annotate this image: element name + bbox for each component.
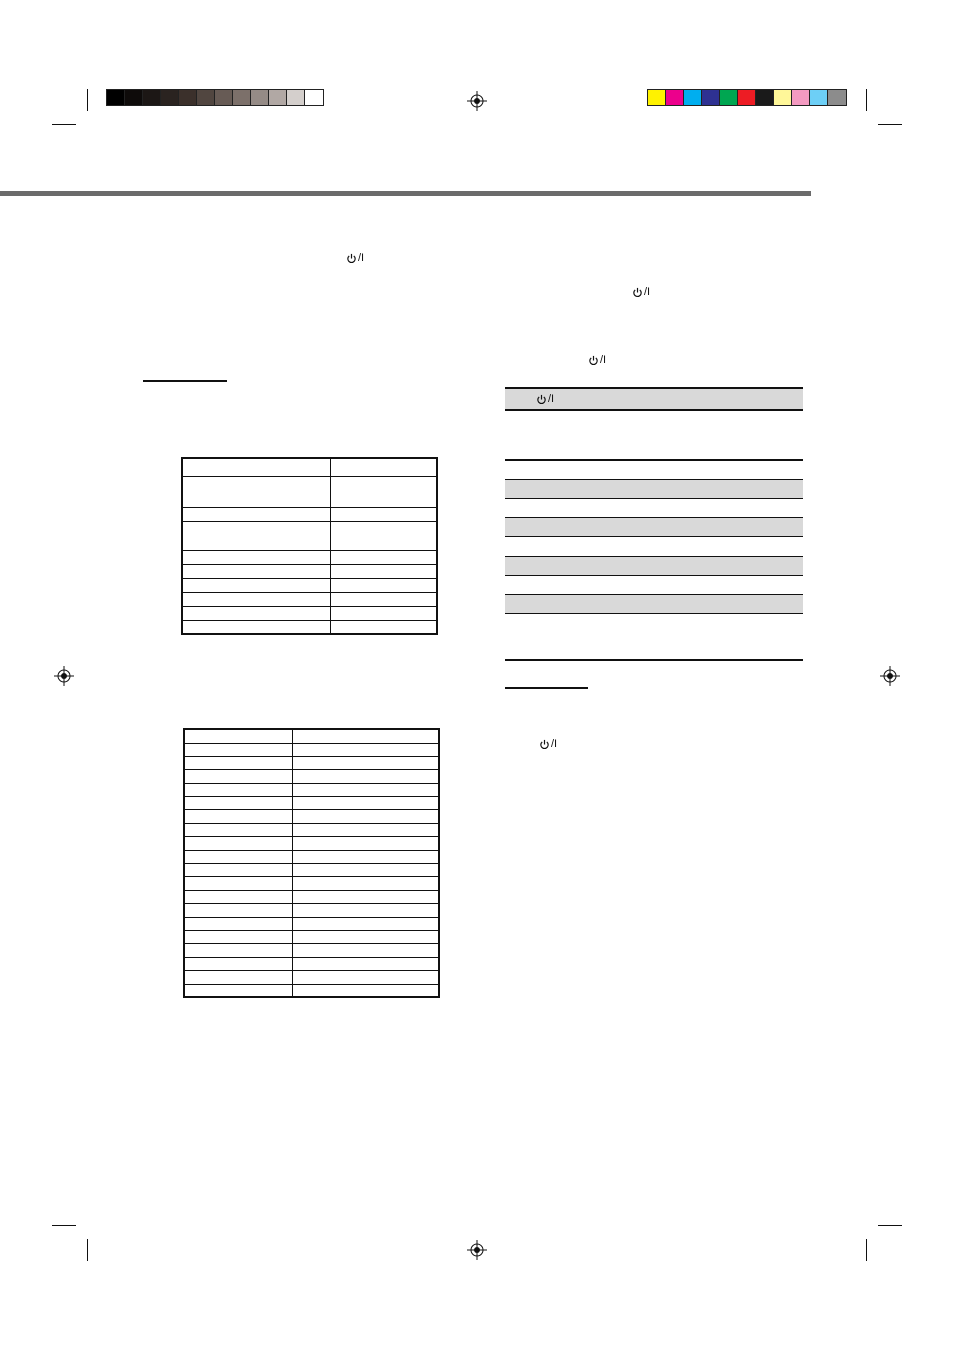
table-row [184, 864, 439, 877]
table-cell [184, 864, 293, 877]
crop-mark [878, 124, 902, 125]
table-cell [293, 917, 440, 930]
table-cell [184, 944, 293, 957]
table-row-shaded [505, 594, 803, 614]
table-row [184, 890, 439, 903]
crop-mark [87, 1239, 88, 1261]
table-row [184, 770, 439, 783]
table-cell [293, 810, 440, 823]
power-standby-symbol [632, 286, 650, 298]
table-cell [293, 930, 440, 943]
table-row-shaded [505, 556, 803, 576]
table-row [184, 971, 439, 984]
table-row [184, 810, 439, 823]
power-label: /I [600, 354, 607, 366]
power-label: /I [644, 286, 651, 298]
settings-table-bottom [183, 728, 440, 998]
color-swatch [702, 90, 720, 105]
table-cell [184, 957, 293, 970]
table-cell [293, 877, 440, 890]
table-cell [184, 890, 293, 903]
table-row [184, 823, 439, 836]
color-swatch [720, 90, 738, 105]
table-cell [293, 770, 440, 783]
color-swatch [684, 90, 702, 105]
power-label: /I [358, 252, 365, 264]
color-swatch [648, 90, 666, 105]
table-cell [293, 783, 440, 796]
table-cell [184, 756, 293, 769]
table-cell [293, 797, 440, 810]
table-cell [293, 823, 440, 836]
table-cell [184, 743, 293, 756]
registration-target-icon [467, 1240, 487, 1260]
crop-mark [87, 89, 88, 111]
table-cell [293, 743, 440, 756]
table-cell [184, 904, 293, 917]
process-color-bar [647, 89, 847, 106]
color-swatch [287, 90, 305, 105]
color-swatch [107, 90, 125, 105]
table-row [184, 729, 439, 743]
section-heading-underline [143, 380, 227, 382]
table-row [184, 756, 439, 769]
color-swatch [233, 90, 251, 105]
table-cell [184, 984, 293, 997]
table-cell [184, 837, 293, 850]
table-row [184, 904, 439, 917]
color-swatch [269, 90, 287, 105]
color-swatch [774, 90, 792, 105]
table-cell [184, 971, 293, 984]
color-swatch [810, 90, 828, 105]
table-rule [505, 409, 803, 411]
power-standby-symbol [539, 738, 557, 750]
table-cell [293, 971, 440, 984]
section-heading-underline [505, 687, 588, 689]
grayscale-color-bar [106, 89, 324, 106]
power-standby-icon [539, 739, 550, 750]
registration-target-icon [880, 666, 900, 686]
table-cell [184, 917, 293, 930]
table-cell [293, 890, 440, 903]
crop-mark [52, 1225, 76, 1226]
power-standby-symbol [346, 252, 364, 264]
table-rule [505, 459, 803, 461]
color-swatch [666, 90, 684, 105]
color-swatch [125, 90, 143, 105]
color-swatch [738, 90, 756, 105]
color-swatch [828, 90, 846, 105]
table-cell [184, 729, 293, 743]
table-rule [505, 659, 803, 661]
power-standby-icon [346, 253, 357, 264]
power-label: /I [551, 738, 558, 750]
registration-target-icon [54, 666, 74, 686]
table-cell [293, 944, 440, 957]
table-row [184, 783, 439, 796]
table-row [184, 797, 439, 810]
power-standby-symbol [588, 354, 606, 366]
power-standby-symbol [536, 393, 554, 405]
table-row-shaded [505, 479, 803, 499]
table-row [184, 930, 439, 943]
table-cell [184, 783, 293, 796]
table-row [184, 957, 439, 970]
table-cell [184, 770, 293, 783]
table-cell [293, 837, 440, 850]
color-swatch [756, 90, 774, 105]
color-swatch [143, 90, 161, 105]
color-swatch [197, 90, 215, 105]
table-cell [184, 930, 293, 943]
color-swatch [179, 90, 197, 105]
color-swatch [305, 90, 323, 105]
header-rule [0, 191, 811, 196]
table-row [184, 944, 439, 957]
crop-mark [52, 124, 76, 125]
table-cell [293, 904, 440, 917]
table-row [184, 877, 439, 890]
table-cell [184, 877, 293, 890]
table-row [184, 984, 439, 997]
table-cell [293, 864, 440, 877]
table-row [184, 917, 439, 930]
table-row [184, 743, 439, 756]
table-cell [184, 797, 293, 810]
table-cell [184, 850, 293, 863]
table-cell [293, 850, 440, 863]
table-cell [184, 823, 293, 836]
power-standby-icon [588, 355, 599, 366]
crop-mark [878, 1225, 902, 1226]
color-swatch [215, 90, 233, 105]
color-swatch [251, 90, 269, 105]
power-standby-icon [632, 287, 643, 298]
table-cell [293, 729, 440, 743]
table-row [184, 837, 439, 850]
color-swatch [161, 90, 179, 105]
crop-mark [866, 89, 867, 111]
power-standby-icon [536, 394, 547, 405]
table-row [184, 850, 439, 863]
table-row-shaded [505, 517, 803, 537]
table-cell [293, 756, 440, 769]
crop-mark [866, 1239, 867, 1261]
table-cell [184, 810, 293, 823]
power-label: /I [548, 393, 555, 405]
registration-target-icon [467, 91, 487, 111]
table-cell [293, 984, 440, 997]
settings-table-top [181, 457, 438, 635]
table-cell [293, 957, 440, 970]
color-swatch [792, 90, 810, 105]
